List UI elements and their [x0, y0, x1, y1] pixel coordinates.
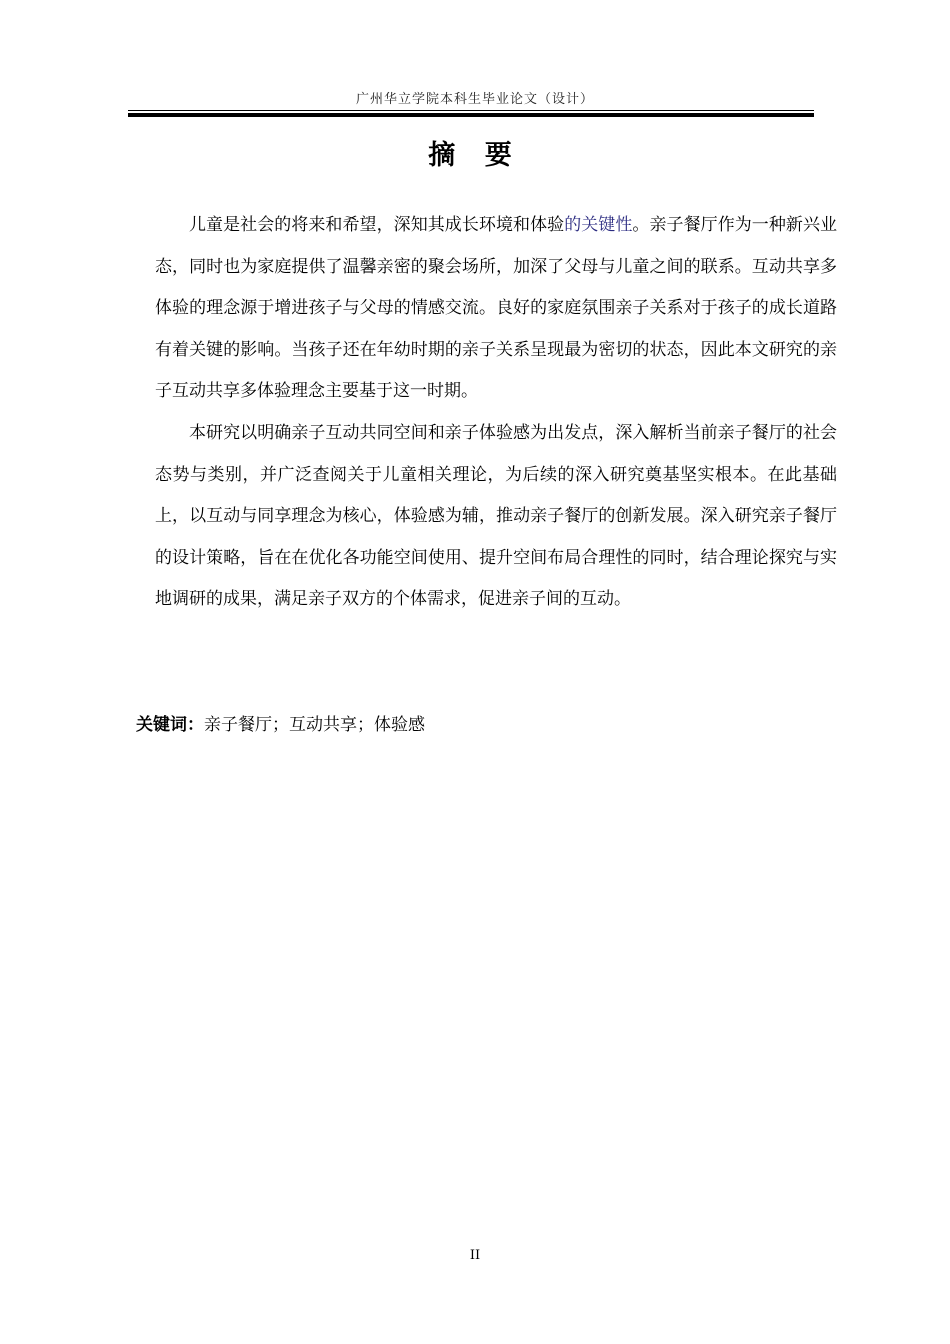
header-rule-thick [128, 113, 814, 117]
paragraph-1-text-end: 。亲子餐厅作为一种新兴业态，同时也为家庭提供了温馨亲密的聚会场所，加深了父母与儿童之间的联系。互动共享多体验的理念源于增进孩子与父母的情感交流。良好的家庭氛围亲子关系对于孩子的成长道路有着关键的影响。当孩子还在年幼时期的亲子关系呈现最为密切的状态，因此本文研究的亲子互动共享多体验理念主要基于这一时期。 [155, 215, 838, 402]
abstract-paragraph-1 [155, 205, 837, 413]
abstract-body [155, 205, 837, 621]
abstract-heading: 摘 要 [428, 140, 522, 171]
paragraph-1-text-start: 儿童是社会的将来和希望，深知其成长环境和体验 [189, 215, 565, 235]
keywords-label: 关键词： [136, 715, 204, 735]
paragraph-1-highlight: 的关键性 [564, 215, 633, 235]
header-rule-thin [128, 110, 814, 111]
header-title: 广州华立学院本科生毕业论文（设计） [355, 92, 594, 107]
keywords-value: 亲子餐厅；互动共享；体验感 [204, 715, 425, 735]
keywords-line [136, 710, 425, 740]
abstract-paragraph-2: 本研究以明确亲子互动共同空间和亲子体验感为出发点，深入解析当前亲子餐厅的社会态势与类别，并广泛查阅关于儿童相关理论，为后续的深入研究奠基坚实根本。在此基础上，以互动与同享理念为核心，体验感为辅，推动亲子餐厅的创新发展。深入研究亲子餐厅的设计策略，旨在在优化各功能空间使用、提升空间布局合理性的同时，结合理论探究与实地调研的成果，满足亲子双方的个体需求，促进亲子间的互动。 [155, 422, 837, 610]
page-number: II [469, 1248, 481, 1263]
